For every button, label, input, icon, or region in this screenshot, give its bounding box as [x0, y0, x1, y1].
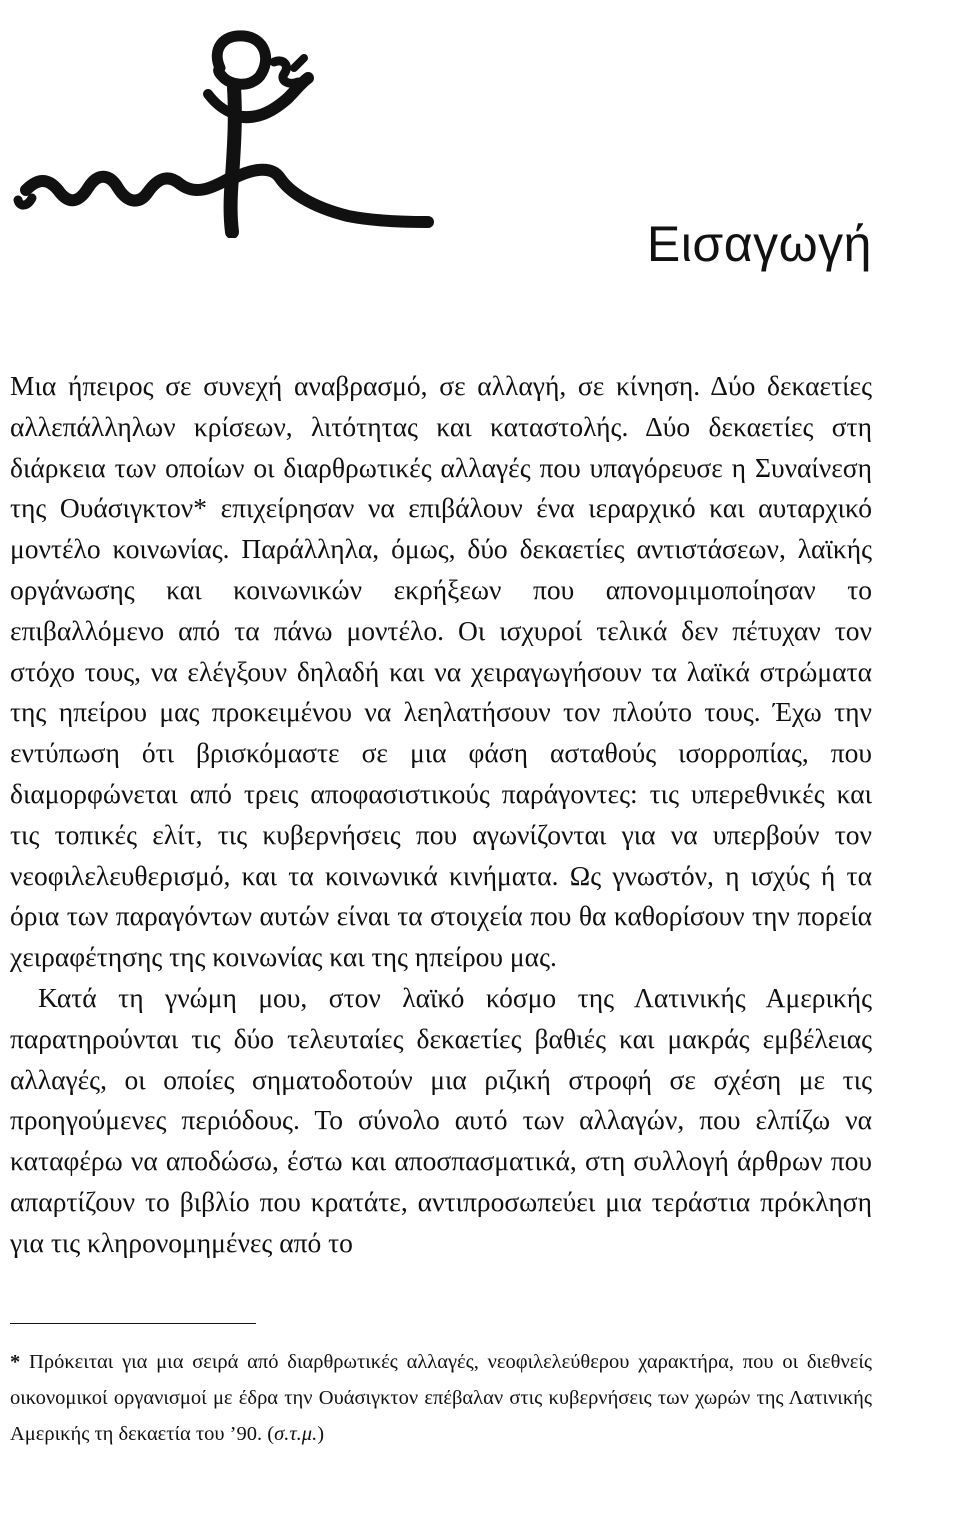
body-text [10, 366, 872, 1264]
translator-note: σ.τ.μ. [274, 1423, 318, 1445]
footnote-divider [10, 1323, 256, 1324]
chapter-title: Εισαγωγή [646, 216, 872, 272]
rock-art-figure-icon [8, 28, 438, 238]
footnote [10, 1344, 872, 1452]
footnote-marker: * [10, 1351, 21, 1373]
footnote-text: Πρόκειται για μια σειρά από διαρθρωτικές αλλαγές, νεοφιλελεύθερου χαρακτήρα, που οι διεθνείς οικονομικοί οργανισμοί με έδρα την Ουάσιγκτον επέβαλαν στις κυβερνήσεις των χωρών της Λατινικής Αμερικής τη δεκαετία του ’90. ( [10, 1351, 872, 1445]
footnote-closing: ) [317, 1423, 325, 1445]
paragraph-2: Κατά τη γνώμη μου, στον λαϊκό κόσμο της Λατινικής Αμερικής παρατηρούνται τις δύο τελευταίες δεκαετίες βαθιές και μακράς εμβέλειας αλλαγές, οι οποίες σηματοδοτούν μια ριζική στροφή σε σχέση με τις προηγούμενες περιόδους. Το σύνολο αυτό των αλλαγών, που ελπίζω να καταφέρω να αποδώσω, έστω και αποσπασματικά, στη συλλογή άρθρων που απαρτίζουν το βιβλίο που κρατάτε, αντιπροσωπεύει μια τεράστια πρόκληση για τις κληρονομημένες από το [10, 981, 872, 1258]
paragraph-1: Μια ήπειρος σε συνεχή αναβρασμό, σε αλλαγή, σε κίνηση. Δύο δεκαετίες αλλεπάλληλων κρίσεων, λιτότητας και καταστολής. Δύο δεκαετίες στη διάρκεια των οποίων οι διαρθρωτικές αλλαγές που υπαγόρευσε η Συναίνεση της Ουάσιγκτον* επιχείρησαν να επιβάλουν ένα ιεραρχικό και αυταρχικό μοντέλο κοινωνίας. Παράλληλα, όμως, δύο δεκαετίες αντιστάσεων, λαϊκής οργάνωσης και κοινωνικών εκρήξεων που απονομιμοποίησαν το επιβαλλόμενο από τα πάνω μοντέλο. Οι ισχυροί τελικά δεν πέτυχαν τον στόχο τους, να ελέγξουν δηλαδή και να χειραγωγήσουν τα λαϊκά στρώματα της ηπείρου μας προκειμένου να λεηλατήσουν τον πλούτο τους. Έχω την εντύπωση ότι βρισκόμαστε σε μια φάση ασταθούς ισορροπίας, που διαμορφώνεται από τρεις αποφασιστικούς παράγοντες: τις υπερεθνικές και τις τοπικές ελίτ, τις κυβερνήσεις που αγωνίζονται για να υπερβούν τον νεοφιλελευθερισμό, και τα κοινωνικά κινήματα. Ως γνωστόν, η ισχύς ή τα όρια των παραγόντων αυτών είναι τα στοιχεία που θα καθορίσουν την πορεία χειραφέτησης της κοινωνίας και της ηπείρου μας. [10, 370, 872, 973]
